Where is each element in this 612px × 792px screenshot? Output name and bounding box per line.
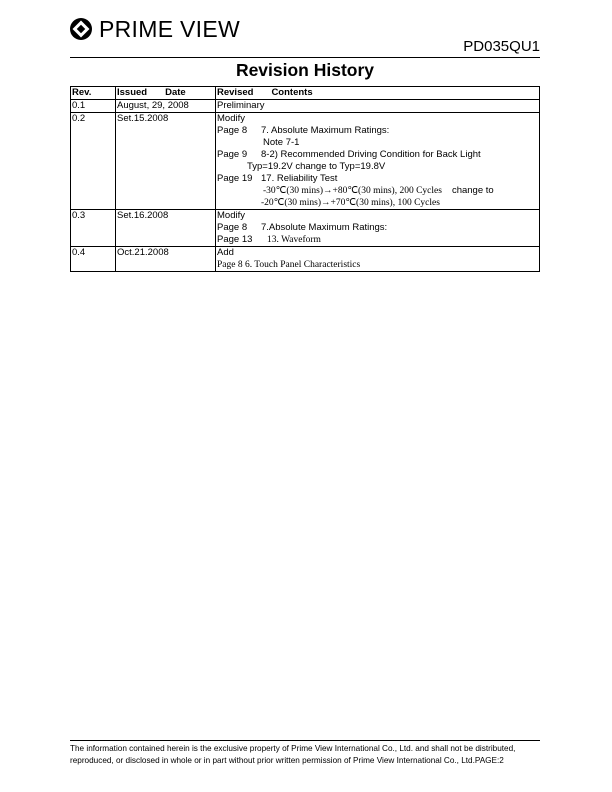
- modify-label: Modify: [217, 210, 245, 221]
- table-row: [71, 113, 540, 210]
- content-line: Page 8 6. Touch Panel Characteristics: [217, 260, 361, 270]
- add-label: Add: [217, 247, 234, 258]
- content-detail: [217, 185, 538, 197]
- brand-name: PRIME VIEW: [99, 15, 241, 42]
- header-contents: Contents: [271, 87, 313, 98]
- page-ref: Page 8: [217, 125, 248, 136]
- table-header-row: [71, 87, 540, 100]
- footer-notice: [70, 743, 545, 767]
- rev-cell: 0.1: [71, 100, 116, 113]
- footer-divider: [70, 740, 540, 741]
- brand-logo: [70, 15, 240, 43]
- content-note: Typ=19.2V change to Typ=19.8V: [247, 161, 386, 172]
- footer-line-2: reproduced, or disclosed in whole or in part without prior written permission of Prime View International Co., Ltd.PAGE:2: [70, 756, 504, 765]
- header-issued: Issued: [117, 87, 148, 98]
- table-row: [71, 247, 540, 272]
- content-line: [217, 234, 538, 246]
- content-text: 7. Absolute Maximum Ratings:: [261, 125, 390, 136]
- rev-cell: 0.4: [71, 247, 116, 272]
- date-cell: Oct.21.2008: [116, 247, 216, 272]
- page-ref: Page 8: [217, 222, 248, 233]
- header-divider: [70, 57, 540, 58]
- modify-label: Modify: [217, 113, 245, 124]
- contents-cell: [216, 113, 540, 210]
- table-row: [71, 210, 540, 247]
- date-cell: August, 29, 2008: [116, 100, 216, 113]
- document-number: PD035QU1: [463, 38, 540, 55]
- page-title: Revision History: [235, 60, 375, 80]
- prime-view-logo-icon: [70, 18, 92, 40]
- page-ref: Page 19: [217, 173, 253, 184]
- table-row: [71, 100, 540, 113]
- reliability-change-label: change to: [451, 185, 494, 196]
- content-text: 13. Waveform: [267, 235, 321, 245]
- header-revised: Revised: [217, 87, 254, 98]
- contents-cell: Preliminary: [216, 100, 540, 113]
- rev-cell: 0.2: [71, 113, 116, 210]
- revision-history-table: [70, 86, 540, 272]
- header-date: Date: [165, 87, 186, 98]
- header-issued-date: [116, 87, 216, 100]
- content-line: [217, 125, 538, 137]
- rev-cell: 0.3: [71, 210, 116, 247]
- reliability-from: -30℃(30 mins)→+80℃(30 mins), 200 Cycles: [263, 186, 442, 196]
- footer-line-1: The information contained herein is the exclusive property of Prime View International Co., Ltd. and shall not be distributed,: [70, 744, 516, 753]
- content-text: 8-2) Recommended Driving Condition for Back Light: [261, 149, 481, 160]
- header-revised-contents: [216, 87, 540, 100]
- content-text: 7.Absolute Maximum Ratings:: [261, 222, 388, 233]
- date-cell: Set.16.2008: [116, 210, 216, 247]
- content-line: [217, 149, 538, 161]
- header-rev: Rev.: [71, 87, 116, 100]
- page-ref: Page 13: [217, 234, 253, 245]
- content-text: 17. Reliability Test: [261, 173, 338, 184]
- contents-cell: [216, 247, 540, 272]
- content-line: [217, 222, 538, 234]
- content-note: Note 7-1: [263, 137, 300, 148]
- page-ref: Page 9: [217, 149, 248, 160]
- content-line: [217, 173, 538, 185]
- date-cell: Set.15.2008: [116, 113, 216, 210]
- contents-cell: [216, 210, 540, 247]
- reliability-to: -20℃(30 mins)→+70℃(30 mins), 100 Cycles: [261, 198, 440, 208]
